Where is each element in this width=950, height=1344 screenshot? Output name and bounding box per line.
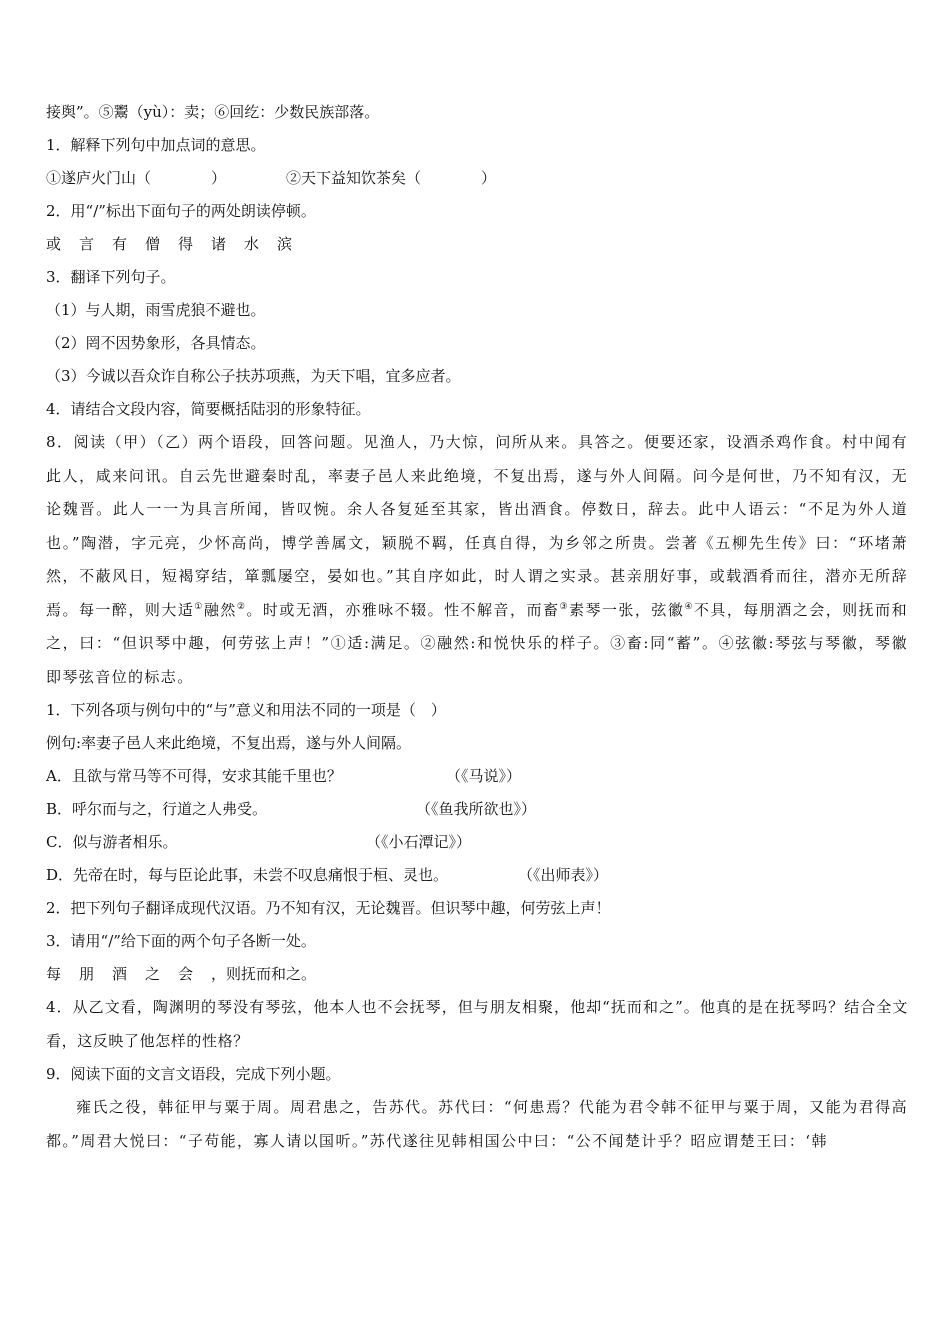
q8-3-prompt: 3．请用“/”给下面的两个句子各断一处。: [46, 932, 316, 950]
q7-3-sentence-1: （1）与人期，雨雪虎狼不避也。: [46, 301, 266, 319]
q7-4-prompt: 4．请结合文段内容，简要概括陆羽的形象特征。: [46, 400, 371, 418]
q8-1-option-d: D．先帝在时，每与臣论此事，未尝不叹息痛恨于桓、灵也。 （《出师表》）: [46, 866, 609, 884]
q8-1-option-c: C．似与游者相乐。 （《小石潭记》）: [46, 833, 472, 851]
q8-4-prompt: 4．从乙文看，陶渊明的琴没有琴弦，他本人也不会抚琴，但与朋友相聚，他却“抚而和之”。他真的是在抚琴吗？结合全文看，这反映了他怎样的性格？: [46, 998, 908, 1050]
q8-3-sentence: 每朋酒之会，则抚而和之。: [46, 965, 317, 983]
q8-2-prompt: 2．把下列句子翻译成现代汉语。乃不知有汉，无论魏晋。但识琴中趣，何劳弦上声！: [46, 899, 611, 917]
footnote-tail: 接舆”。⑤鬻（yù）：卖；⑥回纥：少数民族部落。: [46, 103, 380, 121]
q7-2-prompt: 2．用“/”标出下面句子的两处朗读停顿。: [46, 202, 316, 220]
document-page: [46, 96, 908, 1158]
q9-prompt: 9．阅读下面的文言文语段，完成下列小题。: [46, 1065, 341, 1083]
q8-1-option-b: B．呼尔而与之，行道之人弗受。 （《鱼我所欲也》）: [46, 800, 537, 818]
footnote-marker-3: ③: [559, 601, 569, 612]
q8-1-example: 例句:率妻子邑人来此绝境，不复出焉，遂与外人间隔。: [46, 734, 412, 752]
q8-passage: 8．阅读（甲）（乙）两个语段，回答问题。见渔人，乃大惊，问所从来。具答之。便要还家，设酒杀鸡作食。村中闻有此人，咸来问讯。自云先世避秦时乱，率妻子邑人来此绝境，不复出焉，遂与外人间隔。问今是何世，乃不知有汉，无论魏晋。此人一一为具言所闻，皆叹惋。余人各复延至其家，皆出酒食。停数日，辞去。此中人语云：“不足为外人道也。”陶潜，字元亮，少怀高尚，博学善属文，颖脱不羁，任真自得，为乡邻之所贵。尝著《五柳先生传》曰：“环堵萧然，不蔽风日，短褐穿结，箪瓢屡空，晏如也。”其自序如此，时人谓之实录。甚亲朋好事，或载酒肴而往，潜亦无所辞焉。每一醉，则大适①融然②。时或无酒，亦雅咏不辍。性不解音，而畜③素琴一张，弦徽④不具，每朋酒之会，则抚而和之，曰：“但识琴中趣，何劳弦上声！”①适:满足。②融然:和悦快乐的样子。③畜:同“蓄”。④弦徽:琴弦与琴徽，琴徽即琴弦音位的标志。: [46, 433, 909, 686]
q8-1-option-a: A．且欲与常马等不可得，安求其能千里也？ （《马说》）: [46, 767, 522, 785]
q8-1-prompt: 1．下列各项与例句中的“与”意义和用法不同的一项是（ ）: [46, 701, 446, 719]
q7-1-prompt: 1．解释下列句中加点词的意思。: [46, 136, 266, 154]
q9-passage: 雍氏之役，韩征甲与粟于周。周君患之，告苏代。苏代曰：“何患焉？代能为君令韩不征甲与粟于周，又能为君得高都。”周君大悦曰：“子苟能，寡人请以国听。”苏代遂往见韩相国公中曰：“公不闻楚计乎？昭应谓楚王曰：‘韩: [46, 1098, 908, 1150]
q7-3-sentence-3: （3）今诚以吾众诈自称公子扶苏项燕，为天下唱，宜多应者。: [46, 367, 461, 385]
q7-2-sentence: 或言有僧得诸水滨: [46, 235, 311, 253]
q7-1-items: [46, 162, 908, 195]
q7-3-sentence-2: （2）罔不因势象形，各具情态。: [46, 334, 266, 352]
footnote-marker-2: ②: [236, 601, 247, 612]
q7-3-prompt: 3．翻译下列句子。: [46, 268, 176, 286]
q7-1-item-a: ①遂庐火门山（ ）: [46, 169, 227, 187]
footnote-marker-1: ①: [194, 601, 204, 612]
q7-1-item-b: ②天下益知饮茶矣（ ）: [286, 169, 497, 187]
footnote-marker-4: ④: [684, 601, 694, 612]
